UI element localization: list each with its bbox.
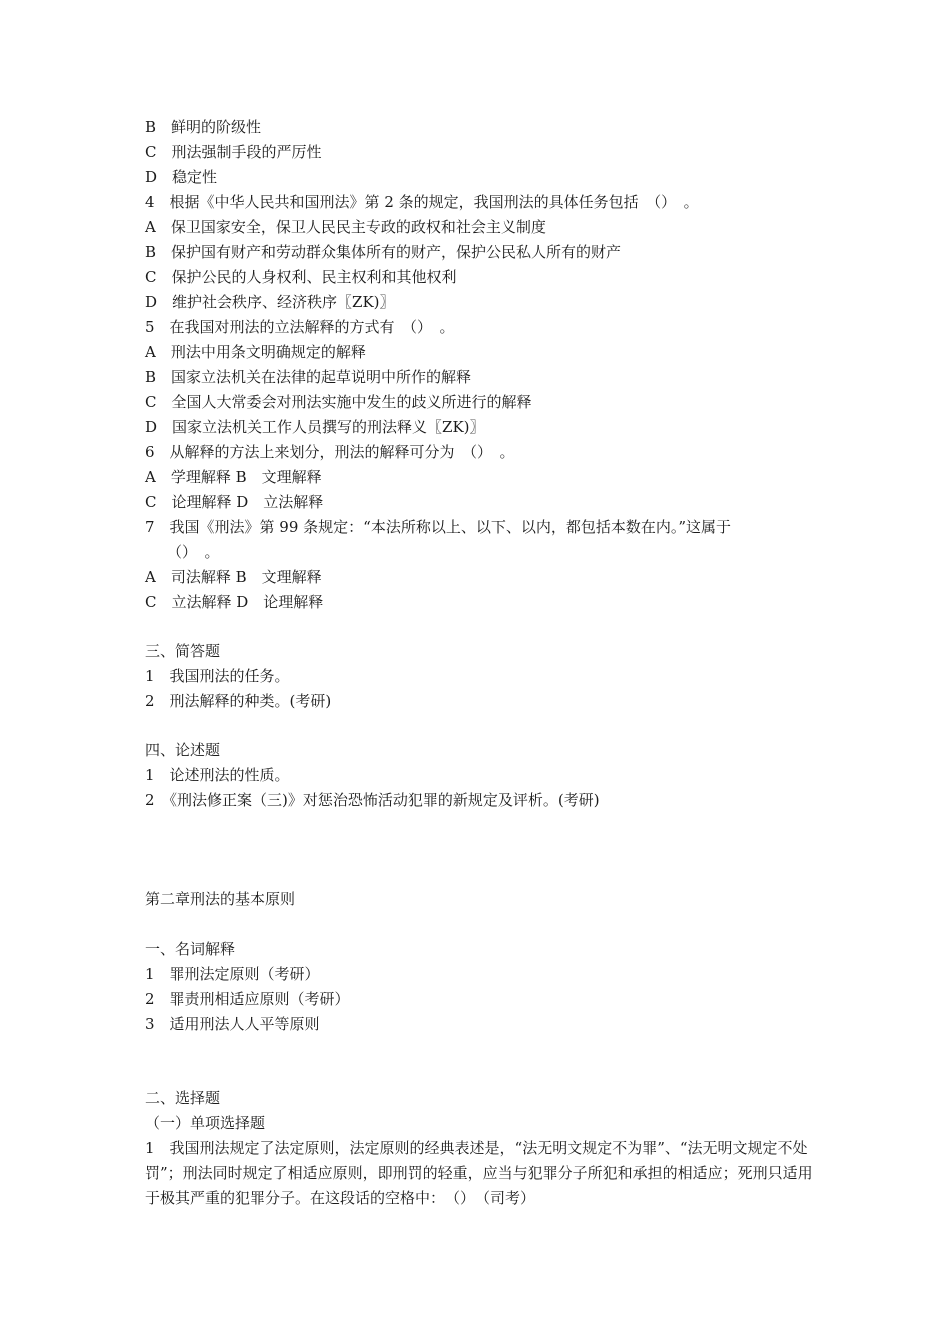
option-line: C 保护公民的人身权利、民主权利和其他权利 [145, 268, 457, 286]
section-heading: 四、论述题 [145, 741, 221, 759]
option-line: D 稳定性 [145, 168, 218, 186]
question-line: 2 《刑法修正案（三)》对惩治恐怖活动犯罪的新规定及评析。(考研) [145, 791, 600, 809]
question-line: 1 罪刑法定原则（考研） [145, 965, 320, 983]
section-heading: 一、名词解释 [145, 940, 236, 958]
question-line: 6 从解释的方法上来划分，刑法的解释可分为 （） 。 [145, 443, 515, 461]
option-line: C 全国人大常委会对刑法实施中发生的歧义所进行的解释 [145, 393, 532, 411]
option-line: B 国家立法机关在法律的起草说明中所作的解释 [145, 368, 472, 386]
chapter-title: 第二章刑法的基本原则 [145, 890, 296, 908]
question-line: 5 在我国对刑法的立法解释的方式有 （） 。 [145, 318, 455, 336]
question-line: 7 我国《刑法》第 99 条规定：“本法所称以上、以下、以内，都包括本数在内。”这属于 [145, 518, 732, 536]
section-heading: 三、简答题 [145, 642, 221, 660]
question-line-continuation: （） 。 [167, 543, 220, 561]
option-line: A 学理解释 B 文理解释 [145, 468, 322, 486]
question-paragraph: 1 我国刑法规定了法定原则，法定原则的经典表述是，“法无明文规定不为罪”、“法无明文规定不处罚”；刑法同时规定了相适应原则，即刑罚的轻重，应当与犯罪分子所犯和承担的相适应；死刑只适用于极其严重的犯罪分子。在这段话的空格中： （） （司考） [145, 1139, 813, 1207]
option-line: C 论理解释 D 立法解释 [145, 493, 324, 511]
option-line: C 刑法强制手段的严厉性 [145, 143, 322, 161]
option-line: A 刑法中用条文明确规定的解释 [145, 343, 366, 361]
question-line: 2 刑法解释的种类。(考研) [145, 692, 332, 710]
question-line: 1 我国刑法的任务。 [145, 667, 290, 685]
option-line: C 立法解释 D 论理解释 [145, 593, 324, 611]
option-line: A 保卫国家安全，保卫人民民主专政的政权和社会主义制度 [145, 218, 546, 236]
subsection-heading: （一）单项选择题 [145, 1114, 266, 1132]
question-line: 1 论述刑法的性质。 [145, 766, 290, 784]
option-line: D 维护社会秩序、经济秩序〖ZK)〗 [145, 293, 395, 311]
section-heading: 二、选择题 [145, 1089, 221, 1107]
question-line: 3 适用刑法人人平等原则 [145, 1015, 320, 1033]
question-line: 4 根据《中华人民共和国刑法》第 2 条的规定，我国刑法的具体任务包括 （） 。 [145, 193, 699, 211]
option-line: B 鲜明的阶级性 [145, 118, 262, 136]
option-line: B 保护国有财产和劳动群众集体所有的财产，保护公民私人所有的财产 [145, 243, 622, 261]
question-line: 2 罪责刑相适应原则（考研） [145, 990, 350, 1008]
option-line: A 司法解释 B 文理解释 [145, 568, 322, 586]
option-line: D 国家立法机关工作人员撰写的刑法释义〖ZK)〗 [145, 418, 485, 436]
